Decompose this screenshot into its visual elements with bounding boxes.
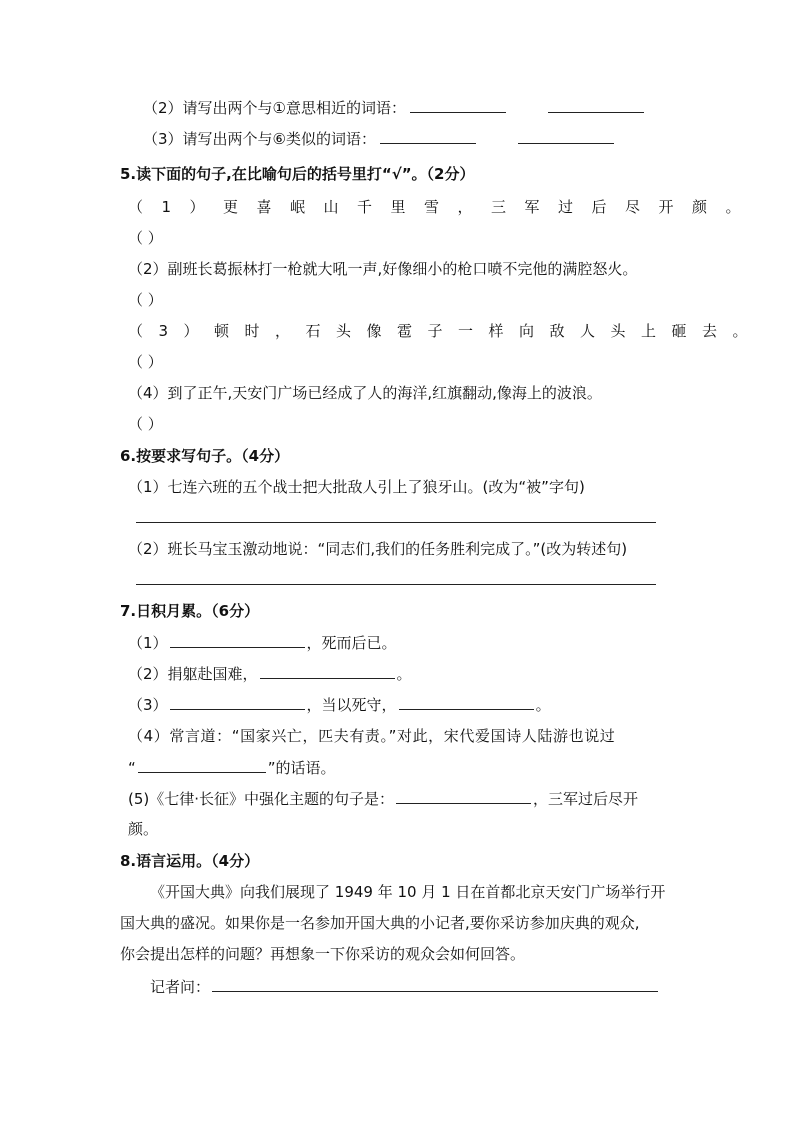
q6-answer-line-1[interactable] [136, 522, 656, 523]
q7-item-4-open-quote: “ [128, 759, 136, 777]
q7-item-1-label: （1） [128, 634, 168, 652]
q6-sentence-2: （2）班长马宝玉激动地说：“同志们,我们的任务胜利完成了。”(改为转述句) [128, 540, 628, 558]
q7-item-5-cont: 颜。 [128, 820, 159, 838]
q8-paragraph-line-1: 《开国大典》向我们展现了 1949 年 10 月 1 日在首都北京天安门广场举行开 [150, 883, 666, 901]
q7-item-2-blank[interactable] [260, 663, 395, 679]
q7-item-1-tail: ，死而后已。 [306, 634, 397, 652]
q8-paragraph-line-2: 国大典的盛况。如果你是一名参加开国大典的小记者,要你采访参加庆典的观众, [120, 914, 640, 932]
q7-item-3-tail: 。 [535, 696, 551, 714]
q4-item-3-blank-a[interactable] [380, 128, 476, 144]
q7-item-1-blank[interactable] [170, 632, 305, 648]
q7-item-5-tail: ，三军过后尽开 [533, 790, 639, 808]
q8-paragraph-line-3: 你会提出怎样的问题？再想象一下你采访的观众会如何回答。 [120, 945, 526, 963]
q8-reporter-answer-line[interactable] [212, 976, 658, 992]
q5-bracket-4[interactable]: （ ） [128, 415, 163, 433]
q4-item-3 [143, 128, 616, 149]
q7-item-3 [128, 694, 551, 715]
q7-item-4-close: ”的话语。 [267, 759, 336, 777]
q4-item-2-blank-a[interactable] [410, 97, 506, 113]
q7-item-2-tail: 。 [396, 665, 412, 683]
q4-item-2-blank-b[interactable] [548, 97, 644, 113]
q7-item-2 [128, 663, 412, 684]
q7-item-5-head: (5)《七律·长征》中强化主题的句子是： [128, 790, 395, 808]
q4-item-3-blank-b[interactable] [518, 128, 614, 144]
q6-title: 6.按要求写句子。（4分） [120, 447, 290, 465]
q5-bracket-1[interactable]: （ ） [128, 229, 163, 247]
q5-sentence-2: （2）副班长葛振林打一枪就大吼一声,好像细小的枪口喷不完他的满腔怒火。 [128, 260, 638, 278]
q7-item-2-head: （2）捐躯赴国难， [128, 665, 258, 683]
q5-bracket-3[interactable]: （ ） [128, 353, 163, 371]
q7-item-4: （4）常言道：“国家兴亡，匹夫有责。”对此，宋代爱国诗人陆游也说过 [128, 727, 616, 745]
q8-reporter-label: 记者问： [150, 978, 211, 996]
q8-title: 8.语言运用。（4分） [120, 852, 260, 870]
q7-item-3-blank-b[interactable] [399, 694, 534, 710]
q4-item-3-text: （3）请写出两个与⑥类似的词语： [143, 130, 376, 148]
q4-item-2 [143, 97, 646, 118]
q6-sentence-1: （1）七连六班的五个战士把大批敌人引上了狼牙山。(改为“被”字句) [128, 478, 585, 496]
q7-item-5-blank[interactable] [396, 788, 531, 804]
q7-title: 7.日积月累。（6分） [120, 602, 260, 620]
q5-title: 5.读下面的句子,在比喻句后的括号里打“√”。（2分） [120, 165, 475, 183]
q7-item-3-label: （3） [128, 696, 168, 714]
q7-item-4-blank[interactable] [138, 757, 266, 773]
q7-item-3-mid: ，当以死守， [306, 696, 397, 714]
q4-item-2-text: （2）请写出两个与①意思相近的词语： [143, 99, 406, 117]
q5-sentence-3: （3）顿时，石头像雹子一样向敌人头上砸去。 [128, 322, 764, 340]
q5-sentence-1: （1）更喜岷山千里雪，三军过后尽开颜。 [128, 198, 760, 216]
q7-item-3-blank-a[interactable] [170, 694, 305, 710]
q8-reporter-row [150, 976, 660, 997]
q7-item-4-quote [128, 757, 336, 778]
q7-item-5 [128, 788, 638, 809]
q7-item-1 [128, 632, 397, 653]
q5-sentence-4: （4）到了正午,天安门广场已经成了人的海洋,红旗翻动,像海上的波浪。 [128, 384, 602, 402]
q5-bracket-2[interactable]: （ ） [128, 291, 163, 309]
q6-answer-line-2[interactable] [136, 584, 656, 585]
